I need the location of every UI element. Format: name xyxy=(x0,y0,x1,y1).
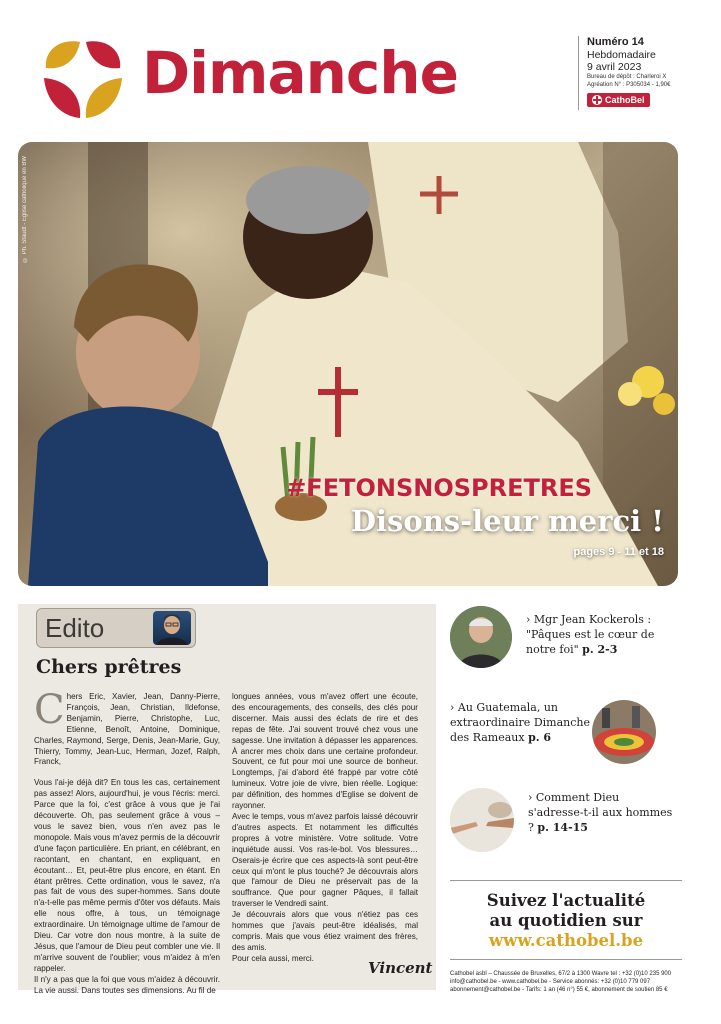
issue-info xyxy=(578,36,688,110)
deposit-office: Bureau de dépôt : Charleroi X xyxy=(587,74,667,80)
footer-line-3: abonnement@cathobel.be - Tarifs: 1 an (46 n°) 55 €, abonnement de soutien 85 € xyxy=(450,987,668,993)
dimanche-logo-icon xyxy=(40,36,126,122)
hero-photo xyxy=(18,142,678,586)
follow-line-1: Suivez l'actualité xyxy=(486,891,646,910)
edito-paragraph: Il n'y a pas que la foi que vous m'aidez à découvrir. La vie aussi. Dans toutes ses dimensions. Au fil de xyxy=(34,974,220,995)
teaser-kockerols[interactable] xyxy=(526,612,676,657)
follow-box xyxy=(450,880,682,960)
edito-paragraph: Je découvrais alors que vous n'étiez pas ces hommes que j'avais peut-être idéalisés, mal compris. Mais que vous étiez vraiment des frères, des amis. xyxy=(232,910,418,952)
teaser-photo-guatemala[interactable] xyxy=(592,700,656,764)
teaser-guatemala[interactable] xyxy=(450,700,590,745)
follow-line-2: au quotidien sur xyxy=(489,911,643,930)
edito-paragraph: Pour cela aussi, merci. xyxy=(232,953,314,963)
cathobel-label: CathoBel xyxy=(605,95,645,105)
edito-label: Edito xyxy=(45,613,105,643)
edito-tab xyxy=(36,608,196,648)
teaser-text: › Au Guatemala, un extraordinaire Dimanche des Rameaux xyxy=(450,701,590,744)
cathobel-badge[interactable] xyxy=(587,93,650,107)
edito-paragraph: Avec le temps, vous m'avez parfois laissé découvrir d'autres aspects. Et notamment les difficultés propres à votre ministère. Votre solitude. Votre inquiétude aussi. Vos ras-le-bol. Vos blessures… Oserais-je écrire que ces aspects-là sont peut-être ceux qui m'ont le plus touché? Je découvrais alors que l'amour de Dieu ne préservait pas de la souffrance. Que pour gagner Pâques, il fallait traverser le Vendredi saint. xyxy=(232,811,418,909)
cathobel-cross-icon xyxy=(592,95,602,105)
brand-title: Dimanche xyxy=(142,39,458,107)
teaser-text: › Comment Dieu s'adresse-t-il aux hommes ? xyxy=(528,791,673,834)
teaser-pages: p. 6 xyxy=(528,731,552,744)
edito-dropcap: C xyxy=(34,687,65,733)
edito-title: Chers prêtres xyxy=(36,656,182,678)
edito-column-2 xyxy=(232,692,418,965)
teaser-photo-creation[interactable] xyxy=(450,788,514,852)
edito-paragraph: longues années, vous m'avez offert une écoute, des encouragements, des conseils, des clés pour discerner. Mais aussi des éclats de rire et des repas de fête. J'ai souvent trouvé chez vous une sagesse. Une invitation à dépasser les apparences. À ancrer mes choix dans une certaine profondeur. Souvent, ce fut pour moi une source de bonheur. Longtemps, j'ai d'abord été frappé par votre côté lumineux. Votre joie de vivre, bien réelle. Logique: par définition, des hommes d'Eglise se doivent de rayonner. xyxy=(232,692,418,811)
teaser-pages: p. 2-3 xyxy=(582,643,618,656)
issue-number: Numéro 14 xyxy=(587,36,644,48)
edito-section xyxy=(18,604,436,995)
edito-paragraph xyxy=(34,687,220,768)
footer-line-2: info@cathobel.be - www.cathobel.be - Service abonnés: +32 (0)10 779 097 xyxy=(450,979,651,985)
edito-paragraph: Vous l'ai-je déjà dit? En tous les cas, certainement pas assez! Alors, aujourd'hui, je vous l'écris: merci. Parce que la foi, c'est grâce à vous que je l'ai découverte. Oh, pas seulement grâce à vous – vous le savez bien, vous n'en avez pas le monopole. Mais vous m'avez permis de la découvrir d'une façon particulière. En priant, en célébrant, en racontant, en chantant, en expliquant, en écoutant… Et, peut-être plus encore, en étant. En étant prêtres. Cette ordination, vous le savez, n'a pas fait de vous des super-hommes. Sans doute n'a-t-elle pas même permis d'ôter vos défauts. Mais elle nous offre, à tous, un témoignage extraordinaire. Un témoignage ultime de l'amour de Dieu. Car votre don nous montre, à la suite de Jésus, que l'amour de Dieu peut combler une vie. Il m'arrive souvent de l'oublier; vous m'aidez à m'en rappeler. xyxy=(34,778,220,973)
hero-hashtag: #FETONSNOSPRETRES xyxy=(286,474,592,502)
edito-text: hers Eric, Xavier, Jean, Danny-Pierre, François, Jean, Christian, Ildefonse, Benjamin, Pierre, Christophe, Luc, Etienne, Benoît, Antoine, Dominique, Charles, Raymond, Serge, Denis, Jean-Marie, Guy, Thierry, Tommy, Jean-Luc, Herman, Jozef, Ralph, Franck, xyxy=(34,692,220,767)
issue-date: 9 avril 2023 xyxy=(587,61,642,73)
approval-number: Agréation N° : P305034 - 1,90€ xyxy=(587,82,671,88)
hero-headline: Disons-leur merci ! xyxy=(350,504,664,538)
edito-column-1 xyxy=(34,687,220,996)
teaser-text: › Mgr Jean Kockerols : "Pâques est le cœur de notre foi" xyxy=(526,613,655,656)
photo-credit: © Ph. Staudt - Eglise catholique en BW xyxy=(22,156,28,263)
teaser-photo-kockerols[interactable] xyxy=(450,606,512,668)
issue-frequency: Hebdomadaire xyxy=(587,49,656,61)
teaser-dieu[interactable] xyxy=(528,790,678,835)
footer-line-1: Cathobel asbl – Chaussée de Bruxelles, 67/2 à 1300 Wavre tel : +32 (0)10 235 900 xyxy=(450,971,672,977)
author-avatar xyxy=(153,611,191,645)
teaser-pages: p. 14-15 xyxy=(537,821,588,834)
follow-url-link[interactable]: www.cathobel.be xyxy=(488,931,644,950)
edito-signature: Vincent xyxy=(368,959,433,977)
publisher-footer xyxy=(450,970,682,994)
hero-pages-ref: pages 9 - 11 et 18 xyxy=(573,546,664,558)
